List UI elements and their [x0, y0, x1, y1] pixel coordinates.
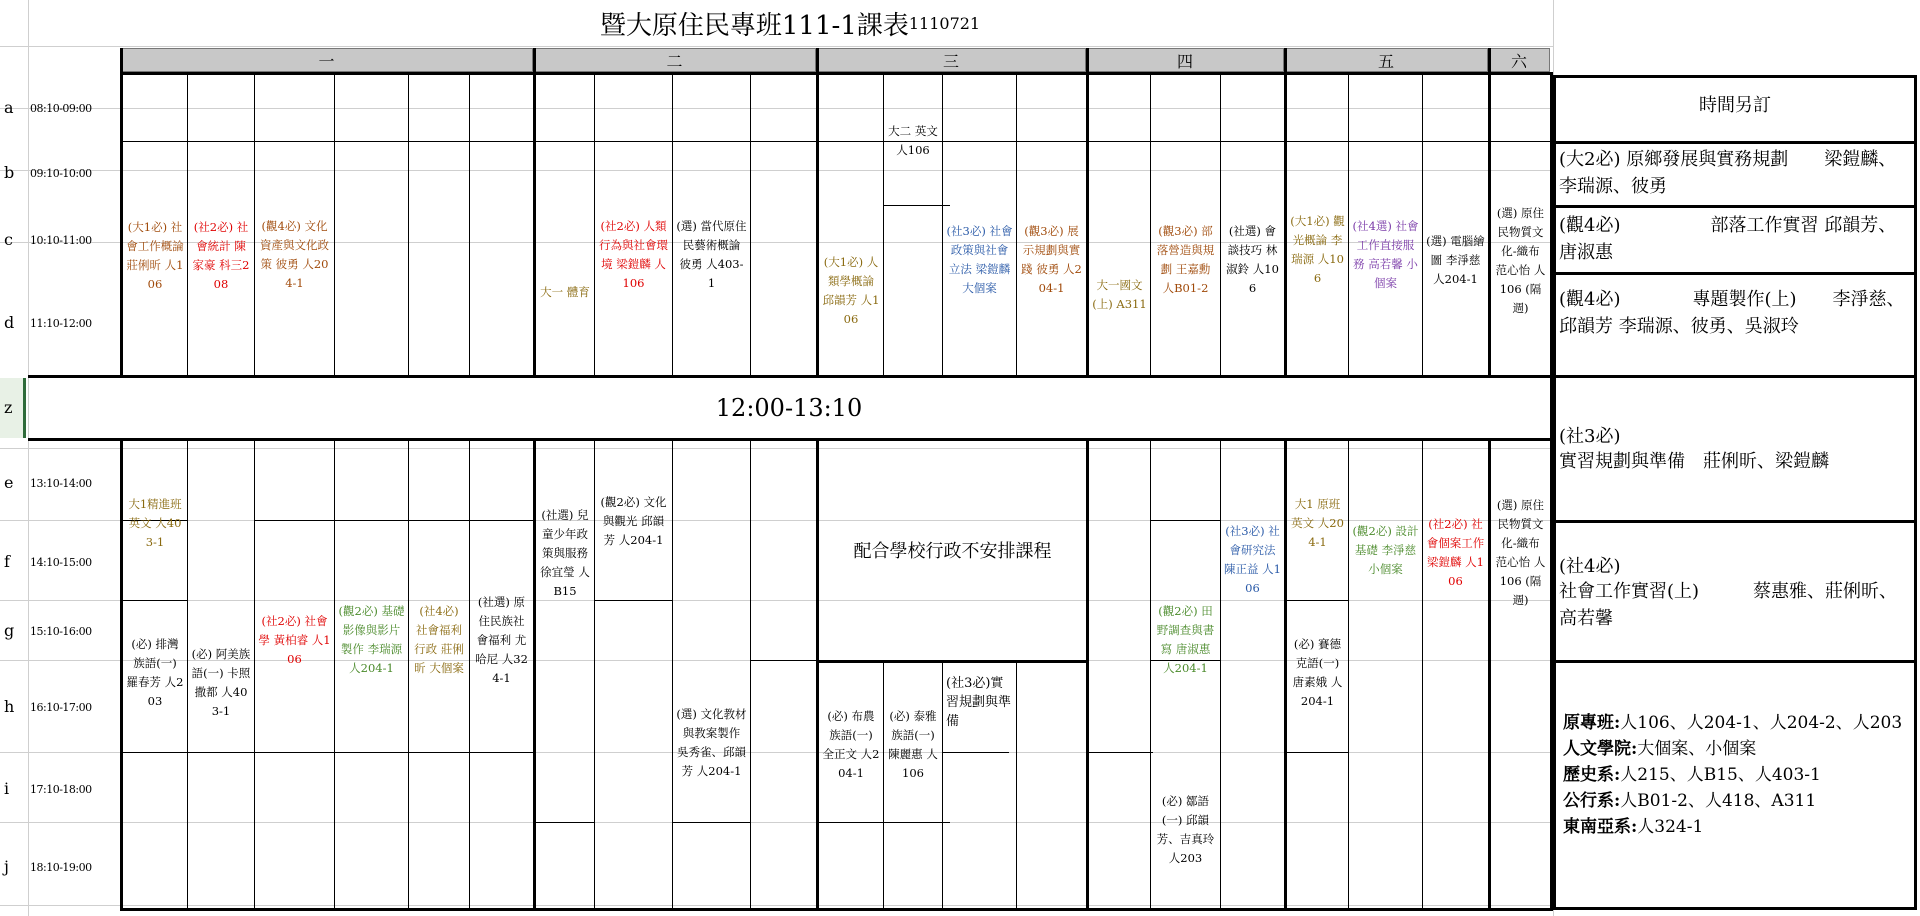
panel-course-5-tag: (社4必) — [1559, 556, 1621, 577]
panel-course-2: (觀4必) 部落工作實習 邱韻芳、唐淑惠 — [1559, 215, 1897, 263]
time-label-b: 09:10-10:00 — [30, 167, 92, 180]
course-cell: (必) 泰雅族語(一) 陳麗惠 人106 — [888, 709, 938, 780]
time-label-j: 18:10-19:00 — [30, 861, 92, 874]
course-cell: (選) 文化教材與教案製作 吳秀雀、邱韻芳 人204-1 — [676, 707, 747, 778]
time-label-c: 10:10-11:00 — [30, 234, 92, 247]
course-cell: 大1精進班英文 人403-1 — [128, 496, 182, 549]
row-label-c: c — [4, 230, 13, 249]
course-cell: (社選) 兒童少年政策與服務 徐宜瑩 人B15 — [540, 507, 590, 598]
course-cell: (必) 布農族語(一) 全正文 人204-1 — [822, 709, 880, 780]
course-cell: (觀2必) 設計基礎 李淨慈 小個案 — [1352, 523, 1419, 576]
course-cell: (選) 原住民物質文化-織布 范心怡 人106 (隔週) — [1495, 498, 1546, 607]
panel-course-3: (觀4必) 專題製作(上) 李淨慈、邱韻芳 李瑞源、彼勇、吳淑玲 — [1559, 289, 1905, 337]
time-label-i: 17:10-18:00 — [30, 783, 92, 796]
course-cell: (必) 阿美族語(一) 卡照 撒都 人403-1 — [191, 647, 251, 718]
page-title: 暨大原住民專班111-1課表 1110721 — [599, 10, 981, 41]
row-label-g: g — [4, 621, 15, 640]
day-header-mon: 一 — [120, 48, 533, 72]
row-label-f: f — [4, 552, 10, 571]
course-cell: 大一國文(上) A311 — [1092, 278, 1147, 311]
course-cell: (社4必) 社會福利行政 莊俐昕 大個案 — [414, 604, 464, 675]
course-cell: (選) 原住民物質文化-織布 范心怡 人106 (隔週) — [1495, 206, 1546, 315]
course-cell: (觀3必) 部落營造與規劃 王嘉勳 人B01-2 — [1156, 224, 1215, 295]
course-cell: (社3必) 社會研究法 陳正益 人106 — [1224, 524, 1281, 595]
row-label-h: h — [4, 697, 15, 716]
course-cell: (必) 賽德克語(一) 唐素娥 人204-1 — [1292, 637, 1343, 708]
course-cell: 大二 英文 人106 — [888, 124, 938, 157]
course-cell: (社4選) 社會工作直接服務 高若馨 小個案 — [1352, 219, 1419, 290]
time-label-e: 13:10-14:00 — [30, 477, 92, 490]
day-header-tue: 二 — [533, 48, 816, 72]
course-cell: (觀3必) 展示規劃與實踐 彼勇 人204-1 — [1021, 224, 1082, 295]
course-cell: (社選) 會談技巧 林淑鈴 人106 — [1226, 224, 1279, 295]
time-label-h: 16:10-17:00 — [30, 701, 92, 714]
time-label-f: 14:10-15:00 — [30, 556, 92, 569]
course-cell: (社3必) 社會政策與社會立法 梁鎧麟 大個案 — [946, 224, 1013, 295]
lunch-break: 12:00-13:10 — [715, 394, 863, 422]
course-cell: (觀2必) 基礎影像與影片製作 李瑞源 人204-1 — [338, 604, 405, 675]
course-cell: (社選) 原住民族社會福利 尤哈尼 人324-1 — [475, 594, 528, 685]
course-cell: 大1 原班英文 人204-1 — [1291, 496, 1344, 549]
row-label-i: i — [4, 779, 10, 798]
row-label-j: j — [4, 857, 9, 876]
course-cell: (大1必) 人類學概論 邱韻芳 人106 — [822, 255, 880, 326]
course-cell: (觀2必) 文化與觀光 邱韻芳 人204-1 — [600, 494, 667, 547]
row-label-a: a — [4, 98, 14, 117]
row-label-d: d — [4, 313, 15, 332]
room-legend: 原專班:人106、人204-1、人204-2、人203 人文學院:大個案、小個案 歷史系:人215、人B15、人403-1 公行系:人B01-2、人418、A311 東南亞系:人324-1 — [1563, 713, 1903, 837]
panel-course-5: 社會工作實習(上) 蔡惠雅、莊俐昕、高若馨 — [1559, 581, 1898, 629]
day-header-sat: 六 — [1488, 48, 1550, 72]
day-header-wed: 三 — [816, 48, 1086, 72]
course-cell: (大1必) 觀光概論 李瑞源 人106 — [1290, 214, 1345, 285]
day-header-thu: 四 — [1086, 48, 1284, 72]
time-label-a: 08:10-09:00 — [30, 102, 92, 115]
course-cell: (觀4必) 文化資產與文化政策 彼勇 人204-1 — [260, 219, 329, 290]
course-cell: (社2必) 社會個案工作 梁鎧麟 人106 — [1426, 517, 1485, 588]
panel-course-4-tag: (社3必) — [1559, 426, 1621, 447]
time-label-d: 11:10-12:00 — [30, 317, 92, 330]
panel-course-4: 實習規劃與準備 莊俐昕、梁鎧麟 — [1559, 451, 1829, 472]
course-cell: 大一 體育 — [540, 284, 590, 299]
course-cell: (社2必) 人類行為與社會環境 梁鎧麟 人106 — [599, 219, 668, 290]
course-cell: (選) 當代原住民藝術概論 彼勇 人403-1 — [676, 219, 747, 290]
course-cell: (大1必) 社會工作概論 莊俐昕 人106 — [126, 220, 184, 291]
course-cell: (選) 電腦繪圖 李淨慈 人204-1 — [1426, 233, 1485, 286]
course-cell: (必) 排灣族語(一) 羅春芳 人203 — [126, 637, 184, 708]
course-cell: (社2必) 社會學 黃柏睿 人106 — [258, 613, 331, 666]
course-cell: (社3必)實習規劃與準備 — [946, 675, 1012, 729]
panel-course-1: (大2必) 原鄉發展與實務規劃 梁鎧麟、李瑞源、彼勇 — [1559, 149, 1897, 197]
time-label-g: 15:10-16:00 — [30, 625, 92, 638]
course-cell: (必) 鄒語(一) 邱韻芳、吉真玲 人203 — [1156, 794, 1215, 865]
admin-reserved-block: 配合學校行政不安排課程 — [853, 541, 1052, 562]
row-label-e: e — [4, 473, 14, 492]
day-header-fri: 五 — [1284, 48, 1488, 72]
course-cell: (觀2必) 田野調查與書寫 唐淑惠 人204-1 — [1156, 604, 1215, 675]
course-cell: (社2必) 社會統計 陳家豪 科三208 — [192, 220, 250, 291]
panel-header: 時間另訂 — [1699, 95, 1771, 116]
row-label-b: b — [4, 163, 15, 182]
row-label-z: z — [4, 398, 13, 417]
